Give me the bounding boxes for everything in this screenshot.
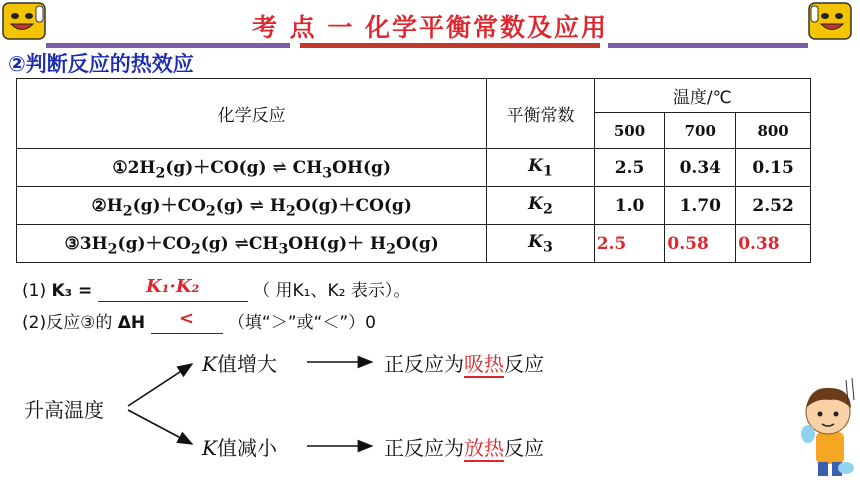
- value-cell: 1.70: [665, 187, 736, 225]
- table-row: [17, 149, 811, 187]
- table-row: [17, 187, 811, 225]
- constant-k3: $K_3$: [487, 225, 594, 263]
- bottom-answer: 放热: [464, 436, 504, 460]
- temp-800: 800: [736, 113, 811, 149]
- answer-value-cell: 0.38: [736, 225, 811, 263]
- page-title: 考 点 一 化学平衡常数及应用: [251, 13, 609, 42]
- value-cell: 1.0: [594, 187, 665, 225]
- value-cell: 0.15: [736, 149, 811, 187]
- top-answer: 吸热: [464, 352, 504, 376]
- bottom-result: 正反应为放热反应: [384, 436, 544, 460]
- header-constant: 平衡常数: [487, 79, 594, 149]
- answer-value-cell: 0.58: [665, 225, 736, 263]
- section-subtitle: ②判断反应的热效应: [8, 52, 194, 76]
- table-row: [17, 225, 811, 263]
- value-cell: 0.34: [665, 149, 736, 187]
- question-2: (2)反应③的 ΔH < （填“＞”或“＜”）0: [22, 308, 376, 333]
- title-bar-right: [608, 43, 808, 48]
- constant-k1: $K_1$: [487, 149, 594, 187]
- cartoon-boy-icon: [776, 376, 858, 480]
- top-branch-label: K值增大: [202, 352, 277, 376]
- reaction-3: $③3H_2(g)+CO_2(g)$ $\rightleftharpoons CH_3OH(g)+ H_2O(g)$: [17, 225, 487, 263]
- top-result: 正反应为吸热反应: [384, 352, 544, 376]
- answer-blank-2: <: [151, 312, 223, 334]
- header-temperature: 温度/℃: [594, 79, 810, 113]
- equilibrium-table: [16, 78, 811, 263]
- reaction-1: $①2H_2(g)+CO(g)$ ⇌ $CH_3OH(g)$: [17, 149, 487, 187]
- bottom-branch-label: K值减小: [202, 436, 277, 460]
- reaction-2: $②H_2(g)+CO_2(g)$ ⇌ $H_2O(g)+CO(g)$: [17, 187, 487, 225]
- start-label: 升高温度: [24, 398, 104, 422]
- temp-500: 500: [594, 113, 665, 149]
- answer-value-cell: 2.5: [594, 225, 665, 263]
- title-bar-center: [300, 43, 600, 48]
- constant-k2: $K_2$: [487, 187, 594, 225]
- value-cell: 2.5: [594, 149, 665, 187]
- header-reaction: 化学反应: [17, 79, 487, 149]
- temp-700: 700: [665, 113, 736, 149]
- question-1: (1) K₃ = K₁·K₂ （ 用K₁、K₂ 表示）。: [22, 276, 411, 301]
- answer-blank-1: K₁·K₂: [98, 280, 248, 302]
- value-cell: 2.52: [736, 187, 811, 225]
